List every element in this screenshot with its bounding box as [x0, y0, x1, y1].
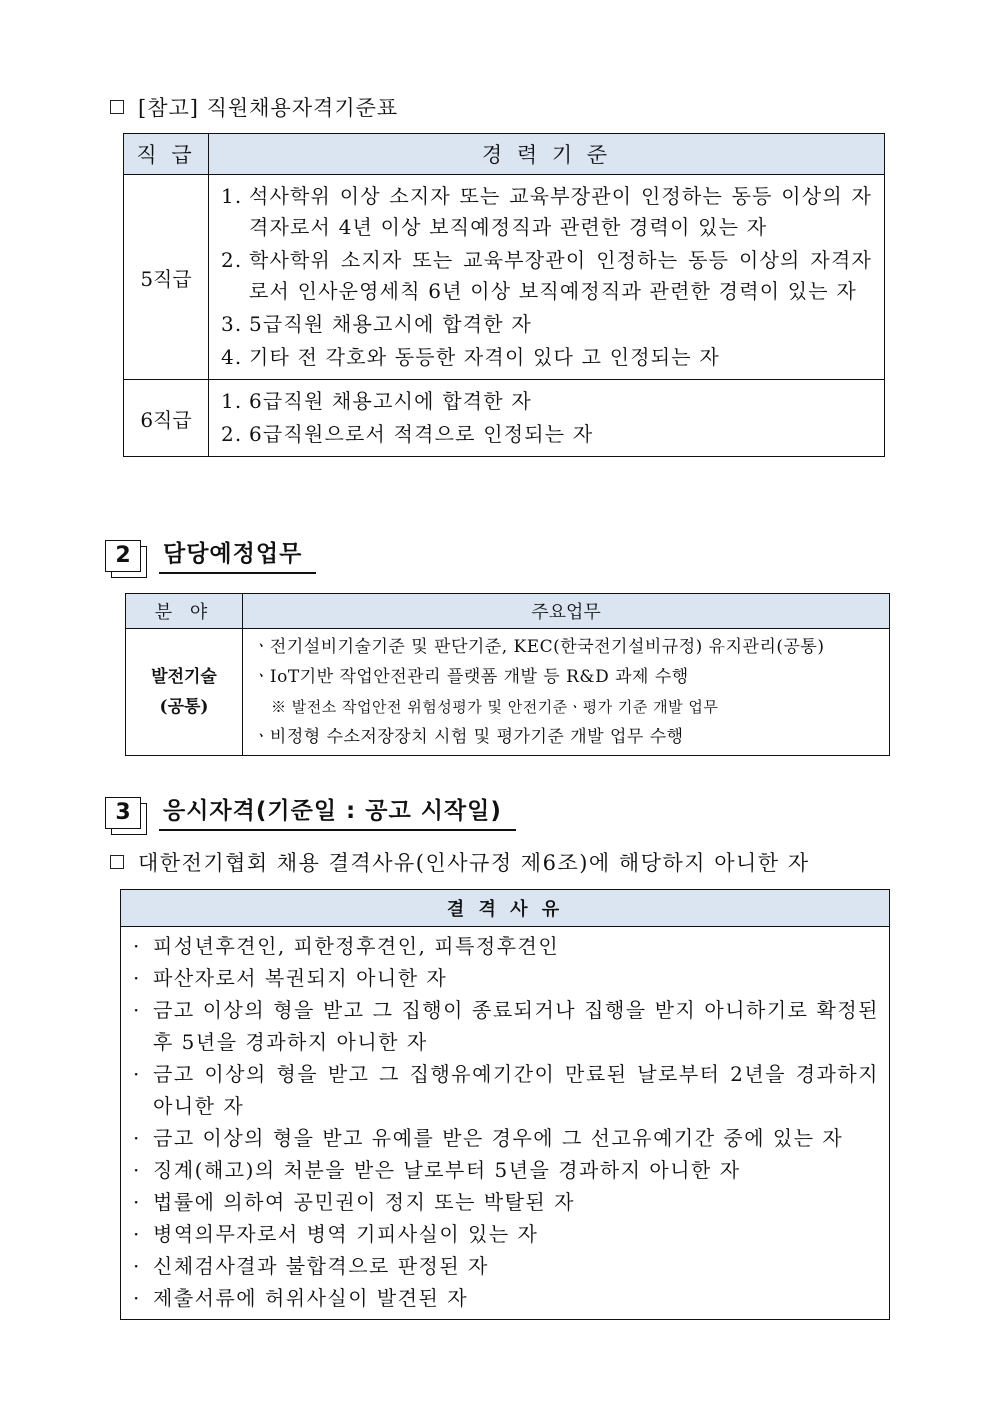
reference-heading-text: [참고] 직원채용자격기준표 — [138, 96, 399, 120]
duty-item: ㆍIoT기반 작업안전관리 플랫폼 개발 등 R&D 과제 수행 — [253, 667, 689, 687]
list-item — [133, 1058, 879, 1122]
criteria-item — [221, 309, 872, 340]
list-item-text: 법률에 의하여 공민권이 정지 또는 박탈된 자 — [153, 1190, 575, 1214]
criteria-item — [221, 342, 872, 373]
bullet-icon: · — [133, 1126, 141, 1150]
list-item-text: 병역의무자로서 병역 기피사실이 있는 자 — [153, 1222, 539, 1246]
bullet-icon: · — [133, 966, 141, 990]
list-item-text: 파산자로서 복권되지 아니한 자 — [153, 966, 448, 990]
checkbox-square-icon — [110, 100, 124, 114]
column-header-duties: 주요업무 — [243, 594, 890, 629]
list-item-text: 신체검사결과 불합격으로 판정된 자 — [153, 1254, 489, 1278]
disqualification-list — [121, 927, 890, 1320]
checkbox-square-icon — [110, 855, 124, 869]
table-row — [124, 380, 885, 457]
table-row — [126, 629, 890, 756]
list-item — [133, 962, 879, 994]
list-item — [133, 1186, 879, 1218]
bullet-icon: · — [133, 1190, 141, 1214]
list-item — [133, 930, 879, 962]
item-number: 1. — [221, 389, 243, 413]
section-number: 3 — [105, 797, 141, 829]
list-item — [133, 1154, 879, 1186]
item-number: 2. — [221, 248, 243, 272]
list-item — [133, 1282, 879, 1314]
criteria-cell — [209, 380, 885, 457]
list-item — [133, 1122, 879, 1154]
list-item-text: 피성년후견인, 피한정후견인, 피특정후견인 — [153, 934, 560, 958]
item-number: 1. — [221, 184, 243, 208]
duty-item: ㆍ비정형 수소저장장치 시험 및 평가기준 개발 업무 수행 — [253, 727, 684, 747]
item-text: 6급직원 채용고시에 합격한 자 — [249, 389, 532, 413]
disqualification-table — [120, 889, 890, 1320]
section-number: 2 — [105, 540, 141, 572]
grade-cell: 6직급 — [124, 380, 209, 457]
qualification-table — [123, 133, 885, 457]
criteria-item — [221, 386, 872, 417]
eligibility-text: 대한전기협회 채용 결격사유(인사규정 제6조)에 해당하지 아니한 자 — [138, 851, 810, 875]
item-text: 기타 전 각호와 동등한 자격이 있다 고 인정되는 자 — [249, 345, 720, 369]
duties-table — [125, 593, 890, 756]
column-header-criteria: 경 력 기 준 — [209, 134, 885, 175]
item-text: 학사학위 소지자 또는 교육부장관이 인정하는 동등 이상의 자격자로서 인사운영세칙 6년 이상 보직예정직과 관련한 경력이 있는 자 — [249, 248, 872, 303]
criteria-item — [221, 181, 872, 243]
bullet-icon: · — [133, 934, 141, 958]
list-item — [133, 1218, 879, 1250]
list-item — [133, 994, 879, 1058]
bullet-icon: · — [133, 1062, 141, 1086]
bullet-icon: · — [133, 1286, 141, 1310]
criteria-item — [221, 245, 872, 307]
field-qualifier: (공통) — [159, 697, 209, 717]
section-title: 담당예정업무 — [159, 535, 316, 574]
list-item-text: 금고 이상의 형을 받고 유예를 받은 경우에 그 선고유예기간 중에 있는 자 — [153, 1126, 844, 1150]
section-title: 응시자격(기준일 : 공고 시작일) — [159, 792, 516, 831]
item-text: 5급직원 채용고시에 합격한 자 — [249, 312, 532, 336]
duties-table-header — [126, 594, 890, 629]
criteria-cell — [209, 175, 885, 380]
item-number: 2. — [221, 422, 243, 446]
disqualification-table-header — [121, 890, 890, 927]
bullet-icon: · — [133, 1158, 141, 1182]
list-item — [133, 1250, 879, 1282]
list-item-text: 금고 이상의 형을 받고 그 집행이 종료되거나 집행을 받지 아니하기로 확정된 후 5년을 경과하지 아니한 자 — [153, 998, 879, 1054]
item-number: 3. — [221, 312, 243, 336]
field-name: 발전기술 — [151, 667, 217, 687]
criteria-item — [221, 419, 872, 450]
list-item-text: 징계(해고)의 처분을 받은 날로부터 5년을 경과하지 아니한 자 — [153, 1158, 741, 1182]
section-2-heading — [105, 535, 316, 574]
section-number-badge — [105, 540, 145, 574]
duties-cell — [243, 629, 890, 756]
duty-item: ㆍ전기설비기술기준 및 판단기준, KEC(한국전기설비규정) 유지관리(공통) — [253, 637, 825, 657]
column-header-grade: 직 급 — [124, 134, 209, 175]
section-number-badge — [105, 797, 145, 831]
qualification-table-header — [124, 134, 885, 175]
reference-heading — [110, 92, 398, 122]
field-cell — [126, 629, 243, 756]
grade-cell: 5직급 — [124, 175, 209, 380]
section-3-heading — [105, 792, 516, 831]
duty-note: ※ 발전소 작업안전 위험성평가 및 안전기준ㆍ평가 기준 개발 업무 — [271, 698, 719, 716]
bullet-icon: · — [133, 1254, 141, 1278]
bullet-icon: · — [133, 1222, 141, 1246]
bullet-icon: · — [133, 998, 141, 1022]
column-header-disqualification: 결 격 사 유 — [121, 890, 890, 927]
item-text: 6급직원으로서 적격으로 인정되는 자 — [249, 422, 594, 446]
item-text: 석사학위 이상 소지자 또는 교육부장관이 인정하는 동등 이상의 자격자로서 4년 이상 보직예정직과 관련한 경력이 있는 자 — [249, 184, 872, 239]
table-row — [121, 927, 890, 1320]
list-item-text: 제출서류에 허위사실이 발견된 자 — [153, 1286, 469, 1310]
column-header-field: 분 야 — [126, 594, 243, 629]
item-number: 4. — [221, 345, 243, 369]
list-item-text: 금고 이상의 형을 받고 그 집행유예기간이 만료된 날로부터 2년을 경과하지 아니한 자 — [153, 1062, 879, 1118]
eligibility-statement — [110, 847, 810, 877]
table-row — [124, 175, 885, 380]
